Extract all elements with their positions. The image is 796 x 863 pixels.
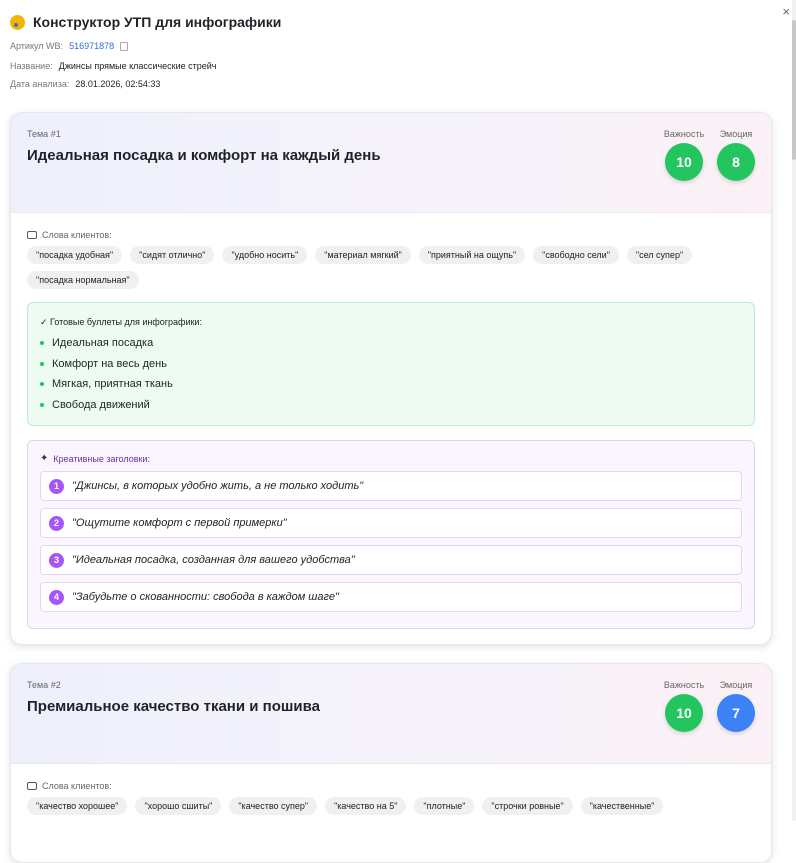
- importance-label: Важность: [663, 129, 705, 139]
- theme-card: [10, 663, 772, 863]
- headline-item[interactable]: [40, 471, 742, 501]
- word-chip: "качество на 5": [325, 797, 406, 815]
- headline-number-badge: 4: [49, 590, 64, 605]
- bullet-text: Свобода движений: [52, 398, 150, 411]
- bullet-text: Идеальная посадка: [52, 337, 154, 350]
- theme-title: Идеальная посадка и комфорт на каждый день: [27, 147, 381, 164]
- word-chips: [27, 797, 747, 815]
- word-chip: "хорошо сшиты": [135, 797, 221, 815]
- word-chip: "посадка нормальная": [27, 271, 139, 289]
- headlines-box: [27, 440, 755, 629]
- palette-icon: [10, 15, 25, 30]
- theme-number: Тема #1: [27, 129, 61, 139]
- headline-text: "Идеальная посадка, созданная для вашего удобства": [72, 554, 355, 566]
- chat-icon: [27, 782, 37, 790]
- bullet-dot-icon: [40, 382, 44, 386]
- emotion-label: Эмоция: [719, 129, 753, 139]
- bullet-dot-icon: [40, 362, 44, 366]
- headline-text: "Забудьте о скованности: свобода в каждом шаге": [72, 591, 339, 603]
- importance-label: Важность: [663, 680, 705, 690]
- words-label: Слова клиентов:: [42, 230, 112, 240]
- word-chip: "свободно сели": [533, 246, 619, 264]
- word-chip: "качественные": [581, 797, 664, 815]
- product-name: Джинсы прямые классические стрейч: [58, 61, 217, 71]
- close-button[interactable]: ×: [782, 4, 790, 19]
- header: [10, 12, 281, 90]
- bullets-title: ✓ Готовые буллеты для инфографики:: [40, 317, 202, 327]
- headline-number-badge: 3: [49, 553, 64, 568]
- page-title: Конструктор УТП для инфографики: [33, 14, 282, 30]
- word-chip: "сидят отлично": [130, 246, 214, 264]
- emotion-score: 7: [717, 694, 755, 732]
- name-label: Название:: [10, 61, 53, 71]
- word-chip: "сел супер": [627, 246, 692, 264]
- bullet-text: Комфорт на весь день: [52, 357, 167, 370]
- theme-card: [10, 112, 772, 645]
- importance-score: 10: [665, 694, 703, 732]
- bullet-dot-icon: [40, 403, 44, 407]
- bullets-box: [27, 302, 755, 426]
- copy-icon[interactable]: [120, 42, 128, 51]
- bullet-item: [40, 395, 742, 416]
- word-chip: "приятный на ощупь": [419, 246, 525, 264]
- headline-item[interactable]: [40, 545, 742, 575]
- article-link[interactable]: 516971878: [69, 41, 115, 51]
- importance-score: 10: [665, 143, 703, 181]
- word-chips: [27, 246, 747, 289]
- words-label: Слова клиентов:: [42, 781, 112, 791]
- analysis-date: 28.01.2026, 02:54:33: [75, 79, 161, 89]
- headline-item[interactable]: [40, 508, 742, 538]
- article-label: Артикул WB:: [10, 41, 64, 51]
- bullet-dot-icon: [40, 341, 44, 345]
- scrollbar-thumb[interactable]: [792, 20, 796, 160]
- word-chip: "качество супер": [229, 797, 317, 815]
- theme-title: Премиальное качество ткани и пошива: [27, 698, 320, 715]
- word-chip: "качество хорошее": [27, 797, 127, 815]
- word-chip: "материал мягкий": [315, 246, 411, 264]
- word-chip: "плотные": [414, 797, 474, 815]
- date-label: Дата анализа:: [10, 79, 70, 89]
- emotion-score: 8: [717, 143, 755, 181]
- headline-text: "Ощутите комфорт с первой примерки": [72, 517, 287, 529]
- scrollbar[interactable]: [792, 0, 796, 821]
- bullet-item: [40, 333, 742, 354]
- bullet-text: Мягкая, приятная ткань: [52, 378, 173, 391]
- bullet-item: [40, 374, 742, 395]
- emotion-label: Эмоция: [719, 680, 753, 690]
- sparkle-icon: ✦: [40, 453, 49, 464]
- bullet-item: [40, 354, 742, 375]
- headline-text: "Джинсы, в которых удобно жить, а не только ходить": [72, 480, 364, 492]
- headline-item[interactable]: [40, 582, 742, 612]
- theme-number: Тема #2: [27, 680, 61, 690]
- word-chip: "строчки ровные": [482, 797, 572, 815]
- word-chip: "удобно носить": [222, 246, 307, 264]
- word-chip: "посадка удобная": [27, 246, 122, 264]
- headline-number-badge: 1: [49, 479, 64, 494]
- headline-number-badge: 2: [49, 516, 64, 531]
- headlines-title: Креативные заголовки:: [53, 453, 150, 464]
- chat-icon: [27, 231, 37, 239]
